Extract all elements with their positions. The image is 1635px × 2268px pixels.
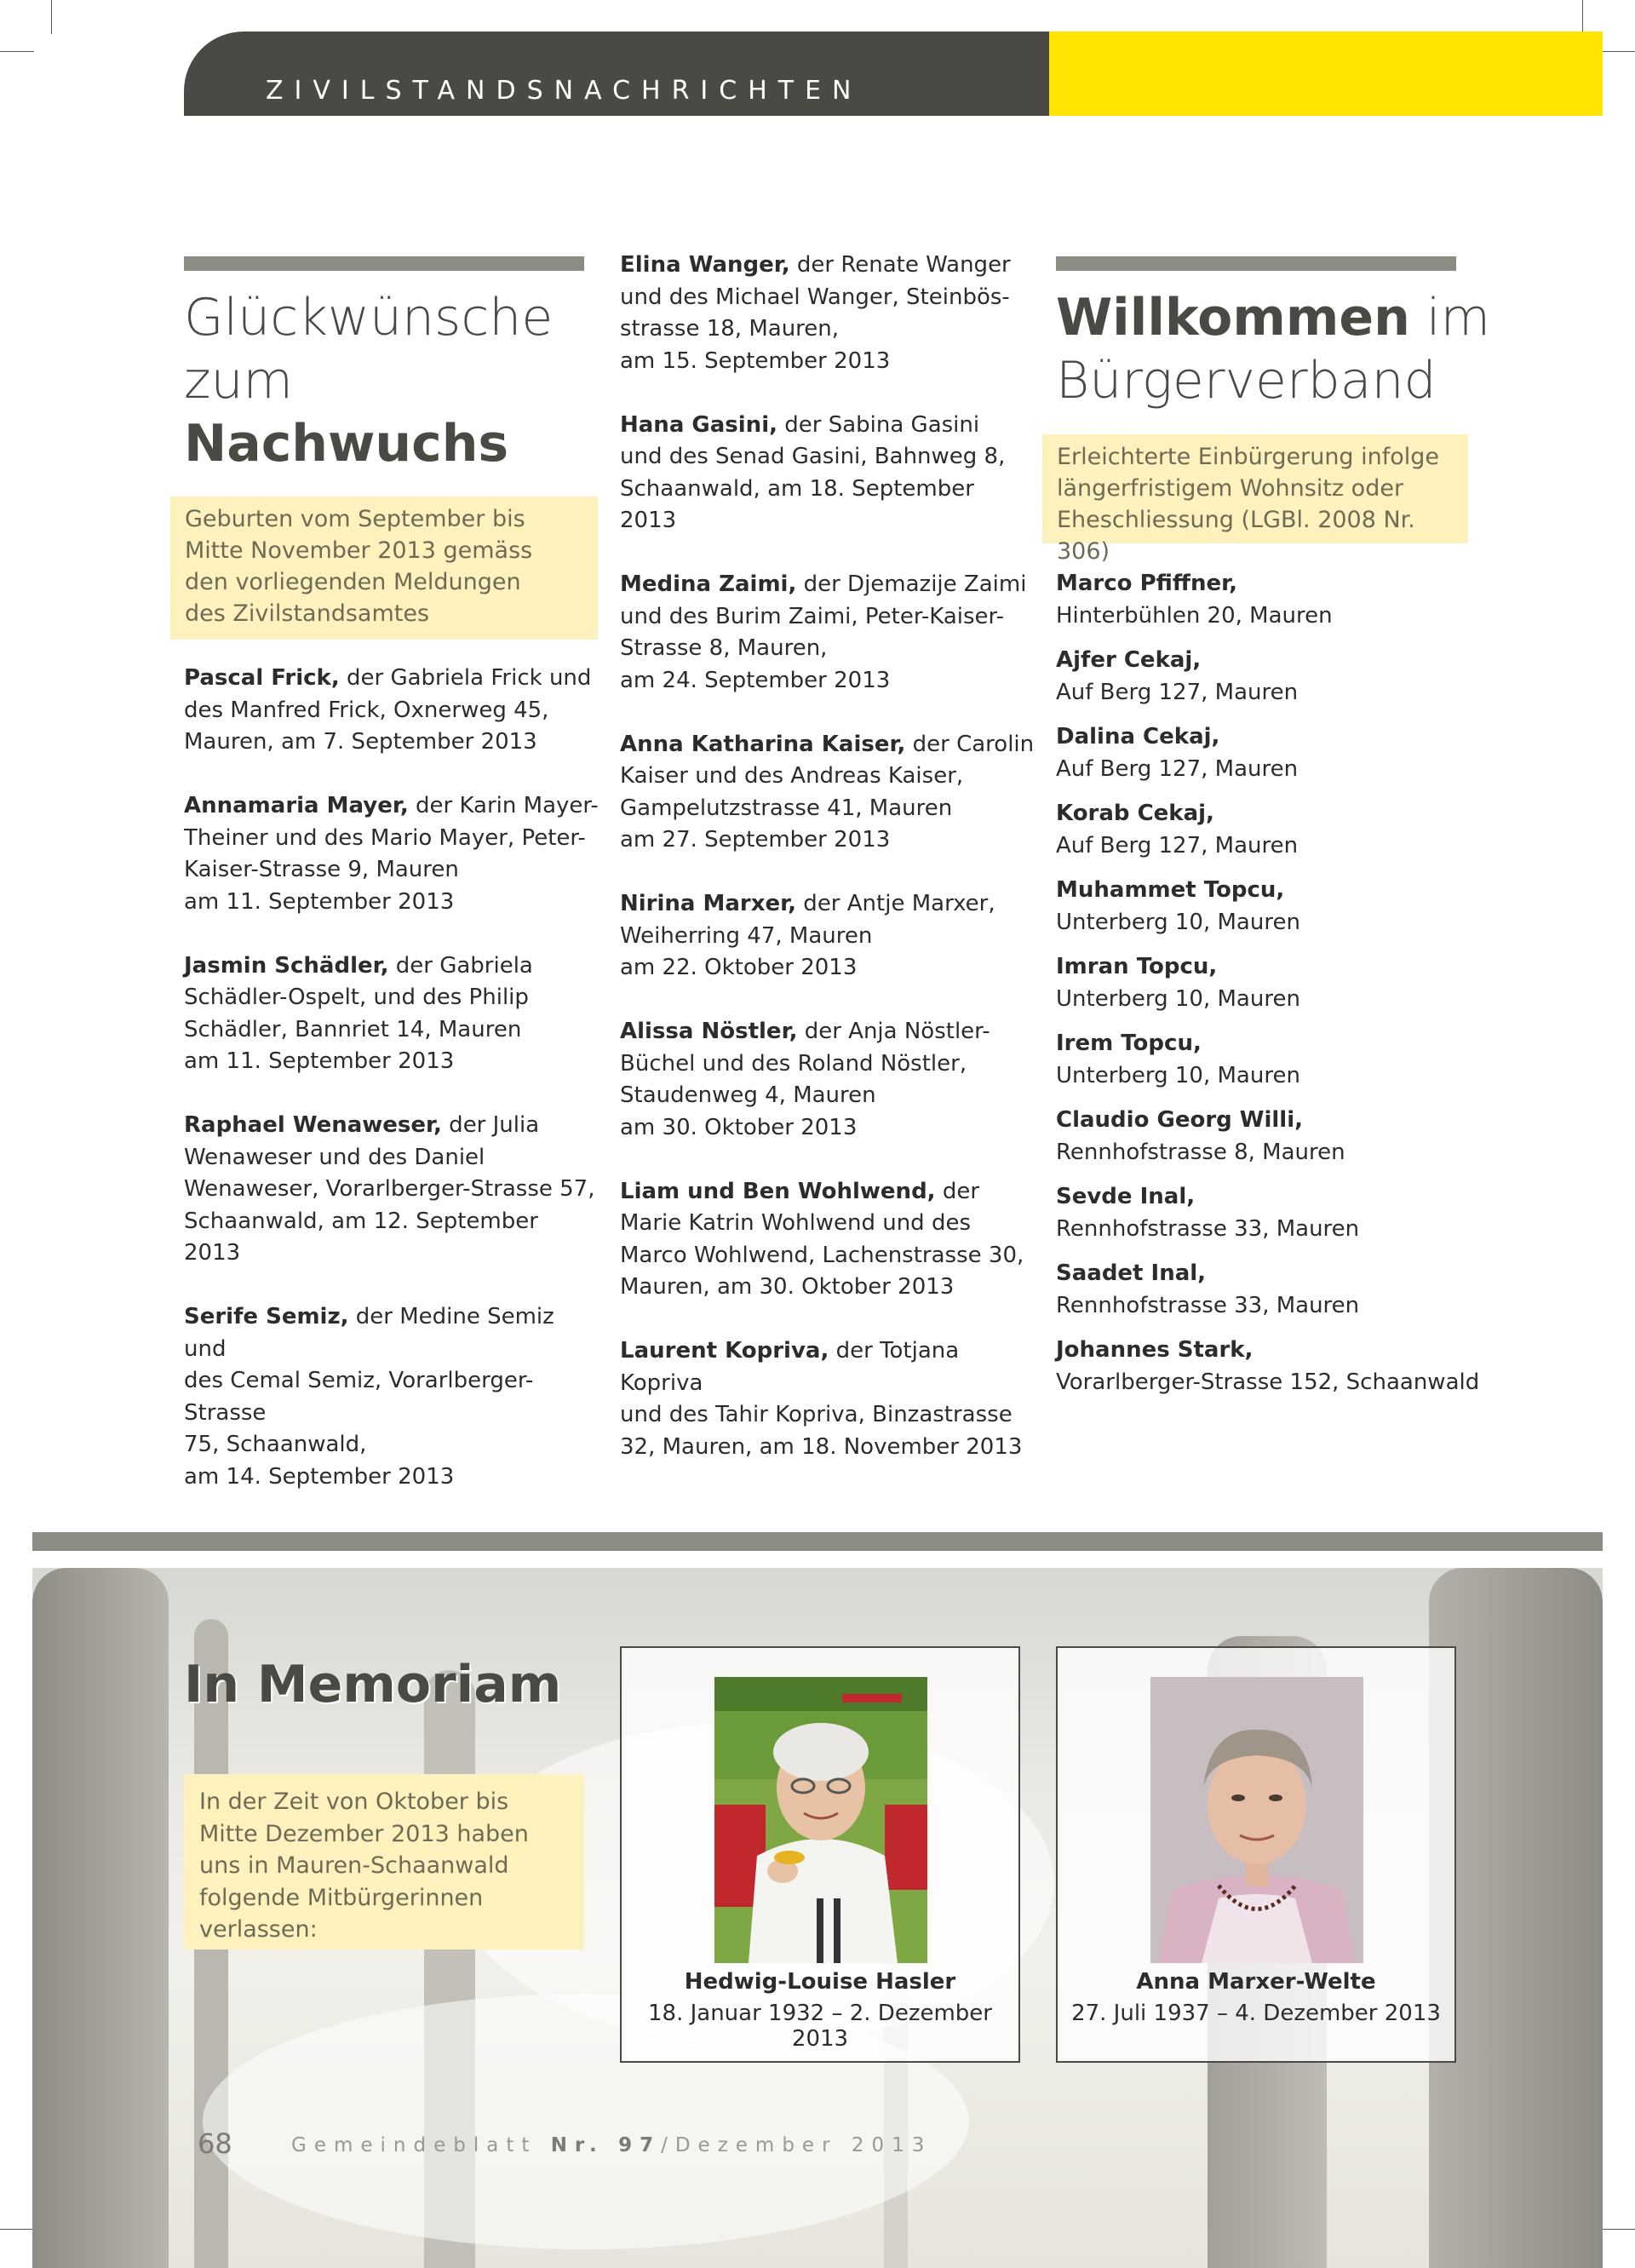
births-heading-line: Glückwünsche: [184, 288, 554, 347]
crop-mark: [0, 2229, 34, 2230]
births-column-1: [184, 663, 601, 1525]
citizens-heading-rest: im: [1409, 288, 1491, 347]
birth-entry: [620, 888, 1037, 985]
births-intro: [170, 497, 598, 640]
citizen-entry: [1056, 798, 1499, 862]
births-heading-line: Nachwuchs: [184, 414, 509, 474]
intro-line: In der Zeit von Oktober bis: [199, 1789, 509, 1815]
child-name: Jasmin Schädler,: [184, 952, 389, 979]
citizen-name: Imran Topcu,: [1056, 954, 1218, 979]
child-name: Alissa Nöstler,: [620, 1019, 798, 1044]
citizen-address: Rennhofstrasse 33, Mauren: [1056, 1292, 1360, 1318]
intro-line: den vorliegenden Meldungen: [185, 569, 521, 595]
birth-entry: [620, 569, 1037, 697]
birth-detail: Mauren, am 7. September 2013: [184, 729, 537, 755]
birth-detail: und des Tahir Kopriva, Binzastrasse: [620, 1402, 1013, 1427]
citizen-entry: [1056, 1181, 1499, 1245]
birth-detail: Theiner und des Mario Mayer, Peter-: [184, 824, 586, 851]
citizen-name: Sevde Inal,: [1056, 1184, 1196, 1209]
birth-detail: der: [935, 1178, 980, 1204]
birth-detail: am 14. September 2013: [184, 1463, 455, 1490]
birth-detail: Schädler-Ospelt, und des Philip: [184, 985, 529, 1010]
birth-entry: [184, 1301, 601, 1493]
birth-detail: der Sabina Gasini: [777, 411, 980, 438]
citizen-entry: [1056, 951, 1499, 1015]
birth-detail: der Antje Marxer,: [796, 891, 995, 916]
birth-detail: Kaiser-Strasse 9, Mauren: [184, 857, 459, 882]
intro-line: verlassen:: [199, 1916, 318, 1943]
citizens-heading-line: Bürgerverband: [1056, 351, 1437, 411]
citizens-heading: [1056, 286, 1490, 412]
birth-detail: am 22. Oktober 2013: [620, 955, 858, 980]
section-header-band: [184, 32, 1049, 116]
citizen-address: Unterberg 10, Mauren: [1056, 909, 1300, 935]
birth-entry: [620, 1176, 1037, 1304]
birth-entry: [620, 410, 1037, 537]
birth-detail: des Manfred Frick, Oxnerweg 45,: [184, 697, 549, 723]
citizen-entry: [1056, 1335, 1499, 1398]
birth-detail: strasse 18, Mauren,: [620, 316, 840, 342]
birth-detail: 32, Mauren, am 18. November 2013: [620, 1433, 1023, 1460]
birth-entry: [620, 1016, 1037, 1144]
birth-detail: Marco Wohlwend, Lachenstrasse 30,: [620, 1242, 1024, 1268]
birth-detail: der Carolin: [905, 731, 1035, 757]
birth-detail: der Totjana Kopriva: [620, 1338, 960, 1396]
memoriam-rule: [32, 1532, 1603, 1551]
citizen-entry: [1056, 645, 1499, 709]
birth-detail: der Renate Wanger: [789, 252, 1011, 278]
intro-line: Eheschliessung (LGBl. 2008 Nr. 306): [1057, 507, 1415, 565]
column-rule: [1056, 256, 1456, 271]
citizen-address: Rennhofstrasse 8, Mauren: [1056, 1139, 1345, 1165]
citizen-entry: [1056, 875, 1499, 939]
column-rule: [184, 256, 584, 271]
birth-detail: Wenaweser, Vorarlberger-Strasse 57,: [184, 1176, 595, 1202]
birth-detail: Schädler, Bannriet 14, Mauren: [184, 1016, 522, 1042]
memorial-dates: 27. Juli 1937 – 4. Dezember 2013: [1071, 2001, 1441, 2026]
issue-date: Dezember 2013: [674, 2134, 932, 2156]
issue-label: Nr.: [550, 2134, 605, 2156]
citizen-entry: [1056, 1028, 1499, 1092]
birth-detail: am 24. September 2013: [620, 667, 891, 693]
memorial-name: Hedwig-Louise Hasler: [684, 1969, 956, 1995]
birth-detail: 75, Schaanwald,: [184, 1432, 367, 1457]
birth-detail: Wenaweser und des Daniel: [184, 1144, 485, 1170]
citizen-name: Ajfer Cekaj,: [1056, 647, 1202, 673]
birth-detail: der Karin Mayer-: [408, 793, 599, 818]
citizen-entry: [1056, 1105, 1499, 1168]
memoriam-title: In Memoriam: [184, 1655, 562, 1714]
intro-line: folgende Mitbürgerinnen: [199, 1884, 484, 1911]
birth-detail: Kaiser und des Andreas Kaiser,: [620, 763, 964, 789]
citizen-address: Auf Berg 127, Mauren: [1056, 755, 1299, 782]
memoriam-intro: [184, 1774, 584, 1949]
birth-entry: [620, 1335, 1037, 1463]
birth-detail: des Cemal Semiz, Vorarlberger-Strasse: [184, 1368, 534, 1426]
birth-detail: am 11. September 2013: [184, 1048, 455, 1074]
memorial-dates: 18. Januar 1932 – 2. Dezember 2013: [647, 2001, 992, 2052]
citizen-address: Unterberg 10, Mauren: [1056, 985, 1300, 1012]
citizen-name: Dalina Cekaj,: [1056, 724, 1220, 749]
birth-detail: der Gabriela Frick und: [339, 665, 592, 691]
citizen-name: Muhammet Topcu,: [1056, 877, 1285, 903]
portrait-photo: [714, 1677, 927, 1963]
child-name: Pascal Frick,: [184, 665, 340, 691]
header-accent: [1049, 32, 1603, 116]
intro-line: längerfristigem Wohnsitz oder: [1057, 475, 1404, 502]
intro-line: Mitte Dezember 2013 haben: [199, 1820, 529, 1847]
memorial-name: Anna Marxer-Welte: [1136, 1969, 1376, 1995]
memorial-card: [620, 1646, 1020, 2063]
child-name: Elina Wanger,: [620, 252, 790, 278]
intro-line: des Zivilstandsamtes: [185, 600, 430, 627]
citizen-entry: [1056, 1258, 1499, 1322]
issue-number: 97: [618, 2134, 662, 2156]
birth-detail: und des Senad Gasini, Bahnweg 8,: [620, 444, 1006, 469]
child-name: Liam und Ben Wohlwend,: [620, 1178, 936, 1204]
crop-mark: [1582, 0, 1583, 34]
citizens-list: [1056, 568, 1499, 1411]
birth-entry: [184, 950, 601, 1078]
birth-detail: Weiherring 47, Mauren: [620, 922, 873, 949]
birth-detail: Schaanwald, am 12. September 2013: [184, 1208, 538, 1266]
child-name: Nirina Marxer,: [620, 891, 797, 916]
intro-line: Erleichterte Einbürgerung infolge: [1057, 444, 1440, 470]
child-name: Raphael Wenaweser,: [184, 1112, 442, 1138]
birth-detail: Strasse 8, Mauren,: [620, 635, 828, 661]
citizen-name: Johannes Stark,: [1056, 1337, 1254, 1363]
birth-detail: der Djemazije Zaimi: [796, 571, 1027, 597]
citizens-heading-bold: Willkommen: [1056, 288, 1410, 347]
citizen-entry: [1056, 568, 1499, 632]
citizen-name: Claudio Georg Willi,: [1056, 1107, 1304, 1133]
birth-detail: Marie Katrin Wohlwend und des: [620, 1210, 971, 1236]
birth-detail: am 15. September 2013: [620, 347, 891, 374]
citizen-name: Saadet Inal,: [1056, 1260, 1207, 1286]
child-name: Medina Zaimi,: [620, 571, 797, 597]
citizen-entry: [1056, 721, 1499, 785]
birth-entry: [620, 250, 1037, 377]
citizen-address: Auf Berg 127, Mauren: [1056, 832, 1299, 858]
child-name: Annamaria Mayer,: [184, 793, 409, 818]
intro-line: Geburten vom September bis: [185, 506, 525, 532]
citizens-intro: [1042, 434, 1468, 565]
birth-detail: der Anja Nöstler-: [797, 1019, 990, 1044]
births-heading: [184, 286, 553, 475]
citizen-name: Marco Pfiffner,: [1056, 571, 1237, 596]
birth-entry: [184, 663, 601, 759]
crop-mark: [1601, 51, 1635, 52]
birth-detail: Gampelutzstrasse 41, Mauren: [620, 795, 953, 821]
birth-detail: Mauren, am 30. Oktober 2013: [620, 1274, 955, 1300]
birth-detail: am 27. September 2013: [620, 827, 891, 853]
birth-detail: und des Michael Wanger, Steinbös-: [620, 284, 1010, 310]
intro-line: Mitte November 2013 gemäss: [185, 537, 533, 564]
citizen-address: Rennhofstrasse 33, Mauren: [1056, 1215, 1360, 1242]
citizen-name: Irem Topcu,: [1056, 1031, 1202, 1056]
birth-detail: und des Burim Zaimi, Peter-Kaiser-: [620, 603, 1004, 629]
birth-entry: [620, 729, 1037, 857]
memorial-card: [1056, 1646, 1456, 2063]
portrait-photo: [1150, 1677, 1363, 1963]
crop-mark: [51, 0, 52, 34]
birth-entry: [184, 1110, 601, 1270]
citizen-address: Vorarlberger-Strasse 152, Schaanwald: [1056, 1369, 1480, 1395]
birth-detail: Schaanwald, am 18. September 2013: [620, 475, 974, 533]
birth-detail: der Gabriela: [388, 952, 533, 979]
citizen-address: Hinterbühlen 20, Mauren: [1056, 602, 1333, 629]
birth-detail: Staudenweg 4, Mauren: [620, 1082, 876, 1108]
births-column-2: [620, 250, 1037, 1496]
birth-detail: der Julia: [441, 1112, 540, 1138]
births-heading-line: zum: [184, 351, 293, 411]
birth-detail: Büchel und des Roland Nöstler,: [620, 1050, 967, 1077]
citizen-address: Unterberg 10, Mauren: [1056, 1062, 1300, 1088]
child-name: Anna Katharina Kaiser,: [620, 731, 906, 757]
citizen-name: Korab Cekaj,: [1056, 801, 1214, 826]
intro-line: uns in Mauren-Schaanwald: [199, 1852, 509, 1879]
citizen-address: Auf Berg 127, Mauren: [1056, 679, 1299, 705]
page-number: 68: [198, 2127, 232, 2160]
crop-mark: [1601, 2229, 1635, 2230]
birth-detail: der Medine Semiz und: [184, 1304, 554, 1362]
section-title: ZIVILSTANDSNACHRICHTEN: [266, 76, 863, 106]
crop-mark: [0, 51, 34, 52]
birth-entry: [184, 790, 601, 918]
publication-name: Gemeindeblatt: [291, 2134, 537, 2156]
birth-detail: am 30. Oktober 2013: [620, 1114, 858, 1140]
child-name: Laurent Kopriva,: [620, 1338, 829, 1364]
publication-footer: Gemeindeblatt Nr. 97/Dezember 2013: [291, 2134, 932, 2156]
birth-detail: am 11. September 2013: [184, 888, 455, 915]
child-name: Serife Semiz,: [184, 1304, 349, 1329]
child-name: Hana Gasini,: [620, 411, 777, 438]
